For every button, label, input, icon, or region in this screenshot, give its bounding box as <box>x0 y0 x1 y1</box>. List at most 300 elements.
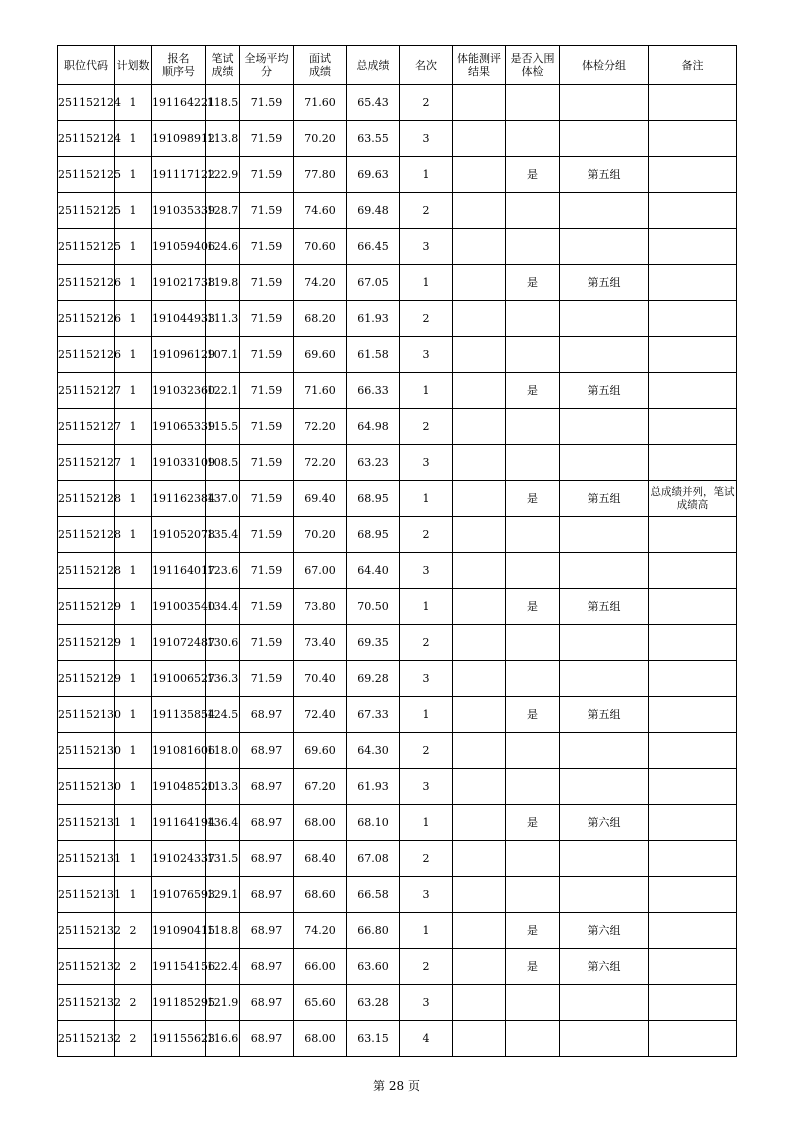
table-row <box>58 193 737 229</box>
cell-rank: 1 <box>400 157 453 193</box>
cell-interview-score: 69.40 <box>294 481 347 517</box>
cell-registration-no: 191162384 <box>152 481 206 517</box>
cell-remarks <box>649 697 737 733</box>
cell-fitness-result <box>453 985 506 1021</box>
cell-written-score: 107.1 <box>206 337 240 373</box>
cell-written-score: 122.1 <box>206 373 240 409</box>
table-row <box>58 445 737 481</box>
header-total-score: 总成绩 <box>347 46 400 85</box>
cell-position-code: 251152131 <box>58 877 115 913</box>
cell-position-code: 251152124 <box>58 85 115 121</box>
cell-physical-exam-shortlisted <box>506 517 560 553</box>
results-table <box>57 45 737 1057</box>
cell-overall-average: 71.59 <box>240 661 294 697</box>
cell-position-code: 251152132 <box>58 1021 115 1057</box>
cell-plan-count: 1 <box>115 445 152 481</box>
cell-total-score: 61.93 <box>347 301 400 337</box>
cell-fitness-result <box>453 445 506 481</box>
cell-registration-no: 191059406 <box>152 229 206 265</box>
cell-total-score: 67.08 <box>347 841 400 877</box>
cell-interview-score: 74.20 <box>294 913 347 949</box>
cell-total-score: 66.45 <box>347 229 400 265</box>
cell-overall-average: 71.59 <box>240 157 294 193</box>
cell-exam-group <box>560 625 649 661</box>
cell-exam-group <box>560 985 649 1021</box>
table-row <box>58 121 737 157</box>
cell-fitness-result <box>453 481 506 517</box>
cell-overall-average: 68.97 <box>240 697 294 733</box>
header-overall-average: 全场平均 分 <box>240 46 294 85</box>
cell-registration-no: 191065339 <box>152 409 206 445</box>
cell-plan-count: 1 <box>115 805 152 841</box>
cell-physical-exam-shortlisted <box>506 409 560 445</box>
cell-total-score: 66.33 <box>347 373 400 409</box>
cell-fitness-result <box>453 85 506 121</box>
cell-total-score: 64.30 <box>347 733 400 769</box>
table-row <box>58 769 737 805</box>
cell-total-score: 68.95 <box>347 517 400 553</box>
cell-overall-average: 71.59 <box>240 337 294 373</box>
cell-total-score: 69.35 <box>347 625 400 661</box>
cell-position-code: 251152125 <box>58 157 115 193</box>
table-row <box>58 697 737 733</box>
table-row <box>58 157 737 193</box>
cell-written-score: 137.0 <box>206 481 240 517</box>
cell-exam-group <box>560 769 649 805</box>
cell-registration-no: 191024337 <box>152 841 206 877</box>
cell-rank: 2 <box>400 517 453 553</box>
cell-remarks <box>649 1021 737 1057</box>
cell-written-score: 122.9 <box>206 157 240 193</box>
cell-registration-no: 191154156 <box>152 949 206 985</box>
header-physical-exam-shortlisted: 是否入围 体检 <box>506 46 560 85</box>
cell-written-score: 128.7 <box>206 193 240 229</box>
cell-exam-group <box>560 661 649 697</box>
cell-plan-count: 1 <box>115 733 152 769</box>
cell-exam-group <box>560 877 649 913</box>
cell-exam-group <box>560 553 649 589</box>
cell-written-score: 124.5 <box>206 697 240 733</box>
cell-plan-count: 1 <box>115 481 152 517</box>
cell-total-score: 63.15 <box>347 1021 400 1057</box>
cell-position-code: 251152130 <box>58 733 115 769</box>
cell-registration-no: 191033109 <box>152 445 206 481</box>
cell-written-score: 118.5 <box>206 85 240 121</box>
cell-fitness-result <box>453 193 506 229</box>
cell-fitness-result <box>453 805 506 841</box>
cell-overall-average: 71.59 <box>240 193 294 229</box>
cell-remarks <box>649 733 737 769</box>
cell-written-score: 111.3 <box>206 301 240 337</box>
cell-registration-no: 191081606 <box>152 733 206 769</box>
cell-registration-no: 191003540 <box>152 589 206 625</box>
cell-remarks <box>649 445 737 481</box>
cell-total-score: 63.23 <box>347 445 400 481</box>
cell-rank: 2 <box>400 949 453 985</box>
table-row <box>58 877 737 913</box>
cell-remarks <box>649 517 737 553</box>
cell-rank: 2 <box>400 301 453 337</box>
cell-remarks <box>649 229 737 265</box>
cell-fitness-result <box>453 769 506 805</box>
cell-written-score: 113.8 <box>206 121 240 157</box>
cell-overall-average: 68.97 <box>240 805 294 841</box>
cell-fitness-result <box>453 697 506 733</box>
table-row <box>58 1021 737 1057</box>
cell-interview-score: 68.00 <box>294 805 347 841</box>
cell-overall-average: 71.59 <box>240 625 294 661</box>
cell-fitness-result <box>453 625 506 661</box>
cell-overall-average: 71.59 <box>240 121 294 157</box>
cell-plan-count: 1 <box>115 121 152 157</box>
cell-interview-score: 68.60 <box>294 877 347 913</box>
header-interview-score: 面试 成绩 <box>294 46 347 85</box>
cell-overall-average: 71.59 <box>240 301 294 337</box>
table-row <box>58 841 737 877</box>
cell-physical-exam-shortlisted: 是 <box>506 805 560 841</box>
cell-overall-average: 68.97 <box>240 769 294 805</box>
cell-physical-exam-shortlisted: 是 <box>506 949 560 985</box>
cell-position-code: 251152131 <box>58 841 115 877</box>
cell-remarks <box>649 949 737 985</box>
cell-registration-no: 191090415 <box>152 913 206 949</box>
cell-plan-count: 1 <box>115 517 152 553</box>
cell-interview-score: 68.40 <box>294 841 347 877</box>
cell-remarks <box>649 265 737 301</box>
cell-written-score: 134.4 <box>206 589 240 625</box>
cell-total-score: 64.98 <box>347 409 400 445</box>
cell-position-code: 251152126 <box>58 265 115 301</box>
cell-remarks <box>649 625 737 661</box>
table-row <box>58 337 737 373</box>
cell-position-code: 251152128 <box>58 517 115 553</box>
cell-rank: 1 <box>400 589 453 625</box>
cell-position-code: 251152128 <box>58 553 115 589</box>
cell-rank: 3 <box>400 877 453 913</box>
cell-rank: 4 <box>400 1021 453 1057</box>
cell-plan-count: 1 <box>115 841 152 877</box>
cell-physical-exam-shortlisted <box>506 877 560 913</box>
header-remarks: 备注 <box>649 46 737 85</box>
cell-physical-exam-shortlisted <box>506 1021 560 1057</box>
header-exam-group: 体检分组 <box>560 46 649 85</box>
table-body <box>58 85 737 1057</box>
cell-plan-count: 1 <box>115 373 152 409</box>
cell-overall-average: 68.97 <box>240 985 294 1021</box>
cell-plan-count: 1 <box>115 589 152 625</box>
cell-fitness-result <box>453 409 506 445</box>
cell-position-code: 251152125 <box>58 193 115 229</box>
cell-exam-group: 第五组 <box>560 157 649 193</box>
header-position-code: 职位代码 <box>58 46 115 85</box>
cell-overall-average: 71.59 <box>240 589 294 625</box>
cell-physical-exam-shortlisted: 是 <box>506 589 560 625</box>
cell-interview-score: 70.20 <box>294 121 347 157</box>
cell-written-score: 124.6 <box>206 229 240 265</box>
cell-remarks <box>649 985 737 1021</box>
cell-exam-group: 第六组 <box>560 805 649 841</box>
cell-position-code: 251152129 <box>58 589 115 625</box>
cell-rank: 2 <box>400 733 453 769</box>
cell-exam-group <box>560 445 649 481</box>
cell-written-score: 123.6 <box>206 553 240 589</box>
cell-interview-score: 73.40 <box>294 625 347 661</box>
table-row <box>58 409 737 445</box>
cell-plan-count: 1 <box>115 661 152 697</box>
cell-plan-count: 2 <box>115 985 152 1021</box>
cell-physical-exam-shortlisted <box>506 661 560 697</box>
cell-interview-score: 67.00 <box>294 553 347 589</box>
cell-interview-score: 72.20 <box>294 409 347 445</box>
cell-plan-count: 1 <box>115 193 152 229</box>
table-row <box>58 553 737 589</box>
cell-rank: 3 <box>400 661 453 697</box>
cell-interview-score: 77.80 <box>294 157 347 193</box>
cell-rank: 3 <box>400 121 453 157</box>
cell-overall-average: 68.97 <box>240 877 294 913</box>
cell-written-score: 122.4 <box>206 949 240 985</box>
cell-remarks <box>649 121 737 157</box>
cell-plan-count: 2 <box>115 1021 152 1057</box>
cell-total-score: 69.28 <box>347 661 400 697</box>
table-row <box>58 373 737 409</box>
cell-physical-exam-shortlisted <box>506 625 560 661</box>
cell-position-code: 251152130 <box>58 769 115 805</box>
cell-interview-score: 65.60 <box>294 985 347 1021</box>
cell-registration-no: 191164194 <box>152 805 206 841</box>
cell-written-score: 118.0 <box>206 733 240 769</box>
cell-written-score: 135.4 <box>206 517 240 553</box>
cell-registration-no: 191164221 <box>152 85 206 121</box>
cell-registration-no: 191021738 <box>152 265 206 301</box>
cell-exam-group <box>560 229 649 265</box>
cell-exam-group <box>560 1021 649 1057</box>
cell-remarks <box>649 157 737 193</box>
cell-interview-score: 66.00 <box>294 949 347 985</box>
cell-physical-exam-shortlisted: 是 <box>506 265 560 301</box>
cell-physical-exam-shortlisted: 是 <box>506 697 560 733</box>
cell-exam-group: 第五组 <box>560 265 649 301</box>
table-row <box>58 85 737 121</box>
cell-registration-no: 191155623 <box>152 1021 206 1057</box>
cell-registration-no: 191135854 <box>152 697 206 733</box>
cell-registration-no: 191052078 <box>152 517 206 553</box>
cell-remarks <box>649 373 737 409</box>
cell-written-score: 129.1 <box>206 877 240 913</box>
cell-plan-count: 2 <box>115 949 152 985</box>
table-row <box>58 985 737 1021</box>
cell-plan-count: 1 <box>115 265 152 301</box>
cell-physical-exam-shortlisted <box>506 841 560 877</box>
cell-position-code: 251152127 <box>58 373 115 409</box>
cell-position-code: 251152129 <box>58 625 115 661</box>
cell-overall-average: 71.59 <box>240 553 294 589</box>
header-registration-no: 报名 顺序号 <box>152 46 206 85</box>
cell-total-score: 66.80 <box>347 913 400 949</box>
table-row <box>58 481 737 517</box>
cell-rank: 3 <box>400 769 453 805</box>
cell-total-score: 69.48 <box>347 193 400 229</box>
cell-total-score: 68.95 <box>347 481 400 517</box>
cell-plan-count: 1 <box>115 769 152 805</box>
cell-exam-group: 第五组 <box>560 697 649 733</box>
cell-exam-group <box>560 301 649 337</box>
cell-rank: 2 <box>400 841 453 877</box>
cell-physical-exam-shortlisted <box>506 121 560 157</box>
cell-fitness-result <box>453 661 506 697</box>
cell-rank: 3 <box>400 337 453 373</box>
cell-position-code: 251152126 <box>58 337 115 373</box>
cell-fitness-result <box>453 913 506 949</box>
cell-registration-no: 191035339 <box>152 193 206 229</box>
cell-total-score: 70.50 <box>347 589 400 625</box>
cell-remarks <box>649 337 737 373</box>
cell-total-score: 61.93 <box>347 769 400 805</box>
table-row <box>58 229 737 265</box>
cell-rank: 3 <box>400 985 453 1021</box>
cell-physical-exam-shortlisted <box>506 193 560 229</box>
table-row <box>58 661 737 697</box>
cell-fitness-result <box>453 157 506 193</box>
cell-position-code: 251152124 <box>58 121 115 157</box>
cell-exam-group: 第五组 <box>560 481 649 517</box>
cell-written-score: 136.4 <box>206 805 240 841</box>
cell-fitness-result <box>453 553 506 589</box>
cell-overall-average: 71.59 <box>240 445 294 481</box>
cell-written-score: 119.8 <box>206 265 240 301</box>
cell-position-code: 251152127 <box>58 445 115 481</box>
cell-physical-exam-shortlisted: 是 <box>506 157 560 193</box>
cell-fitness-result <box>453 877 506 913</box>
cell-registration-no: 191096129 <box>152 337 206 373</box>
cell-rank: 1 <box>400 481 453 517</box>
cell-remarks <box>649 769 737 805</box>
cell-exam-group: 第五组 <box>560 589 649 625</box>
cell-physical-exam-shortlisted <box>506 301 560 337</box>
cell-physical-exam-shortlisted <box>506 733 560 769</box>
cell-overall-average: 71.59 <box>240 229 294 265</box>
cell-exam-group <box>560 733 649 769</box>
cell-overall-average: 71.59 <box>240 481 294 517</box>
cell-remarks <box>649 301 737 337</box>
cell-total-score: 61.58 <box>347 337 400 373</box>
cell-fitness-result <box>453 517 506 553</box>
cell-registration-no: 191072487 <box>152 625 206 661</box>
cell-interview-score: 73.80 <box>294 589 347 625</box>
cell-overall-average: 68.97 <box>240 913 294 949</box>
cell-interview-score: 72.20 <box>294 445 347 481</box>
cell-position-code: 251152129 <box>58 661 115 697</box>
cell-physical-exam-shortlisted <box>506 769 560 805</box>
cell-plan-count: 1 <box>115 697 152 733</box>
cell-interview-score: 67.20 <box>294 769 347 805</box>
cell-position-code: 251152127 <box>58 409 115 445</box>
cell-plan-count: 1 <box>115 337 152 373</box>
cell-fitness-result <box>453 121 506 157</box>
cell-exam-group <box>560 121 649 157</box>
cell-interview-score: 69.60 <box>294 337 347 373</box>
cell-plan-count: 1 <box>115 229 152 265</box>
cell-remarks <box>649 193 737 229</box>
table-row <box>58 805 737 841</box>
cell-interview-score: 68.20 <box>294 301 347 337</box>
cell-written-score: 121.9 <box>206 985 240 1021</box>
cell-physical-exam-shortlisted <box>506 229 560 265</box>
cell-rank: 3 <box>400 553 453 589</box>
cell-plan-count: 1 <box>115 409 152 445</box>
cell-registration-no: 191032360 <box>152 373 206 409</box>
cell-interview-score: 70.60 <box>294 229 347 265</box>
cell-overall-average: 71.59 <box>240 409 294 445</box>
cell-rank: 2 <box>400 409 453 445</box>
cell-interview-score: 71.60 <box>294 85 347 121</box>
cell-physical-exam-shortlisted <box>506 85 560 121</box>
table-row <box>58 949 737 985</box>
cell-plan-count: 1 <box>115 877 152 913</box>
cell-fitness-result <box>453 229 506 265</box>
cell-remarks <box>649 913 737 949</box>
cell-exam-group <box>560 409 649 445</box>
cell-written-score: 115.5 <box>206 409 240 445</box>
cell-fitness-result <box>453 733 506 769</box>
cell-exam-group: 第六组 <box>560 913 649 949</box>
cell-rank: 1 <box>400 805 453 841</box>
table-header-row <box>58 46 737 85</box>
cell-remarks <box>649 409 737 445</box>
cell-total-score: 68.10 <box>347 805 400 841</box>
cell-plan-count: 1 <box>115 553 152 589</box>
cell-registration-no: 191048520 <box>152 769 206 805</box>
cell-remarks <box>649 805 737 841</box>
cell-interview-score: 68.00 <box>294 1021 347 1057</box>
cell-position-code: 251152125 <box>58 229 115 265</box>
cell-total-score: 65.43 <box>347 85 400 121</box>
cell-registration-no: 191164017 <box>152 553 206 589</box>
cell-total-score: 63.60 <box>347 949 400 985</box>
cell-remarks <box>649 877 737 913</box>
cell-rank: 1 <box>400 697 453 733</box>
cell-position-code: 251152130 <box>58 697 115 733</box>
cell-rank: 1 <box>400 265 453 301</box>
cell-physical-exam-shortlisted: 是 <box>506 481 560 517</box>
cell-physical-exam-shortlisted: 是 <box>506 373 560 409</box>
cell-fitness-result <box>453 949 506 985</box>
table-row <box>58 913 737 949</box>
cell-interview-score: 74.20 <box>294 265 347 301</box>
cell-fitness-result <box>453 337 506 373</box>
cell-overall-average: 71.59 <box>240 517 294 553</box>
cell-plan-count: 1 <box>115 157 152 193</box>
cell-remarks <box>649 841 737 877</box>
cell-rank: 2 <box>400 193 453 229</box>
cell-fitness-result <box>453 265 506 301</box>
cell-rank: 2 <box>400 625 453 661</box>
cell-position-code: 251152128 <box>58 481 115 517</box>
cell-fitness-result <box>453 589 506 625</box>
cell-position-code: 251152131 <box>58 805 115 841</box>
cell-exam-group <box>560 85 649 121</box>
header-written-score: 笔试 成绩 <box>206 46 240 85</box>
header-rank: 名次 <box>400 46 453 85</box>
cell-exam-group <box>560 337 649 373</box>
table-row <box>58 301 737 337</box>
cell-interview-score: 70.20 <box>294 517 347 553</box>
cell-remarks <box>649 661 737 697</box>
cell-written-score: 136.3 <box>206 661 240 697</box>
cell-overall-average: 68.97 <box>240 949 294 985</box>
cell-remarks: 总成绩并列，笔试成绩高 <box>649 481 737 517</box>
cell-exam-group <box>560 841 649 877</box>
